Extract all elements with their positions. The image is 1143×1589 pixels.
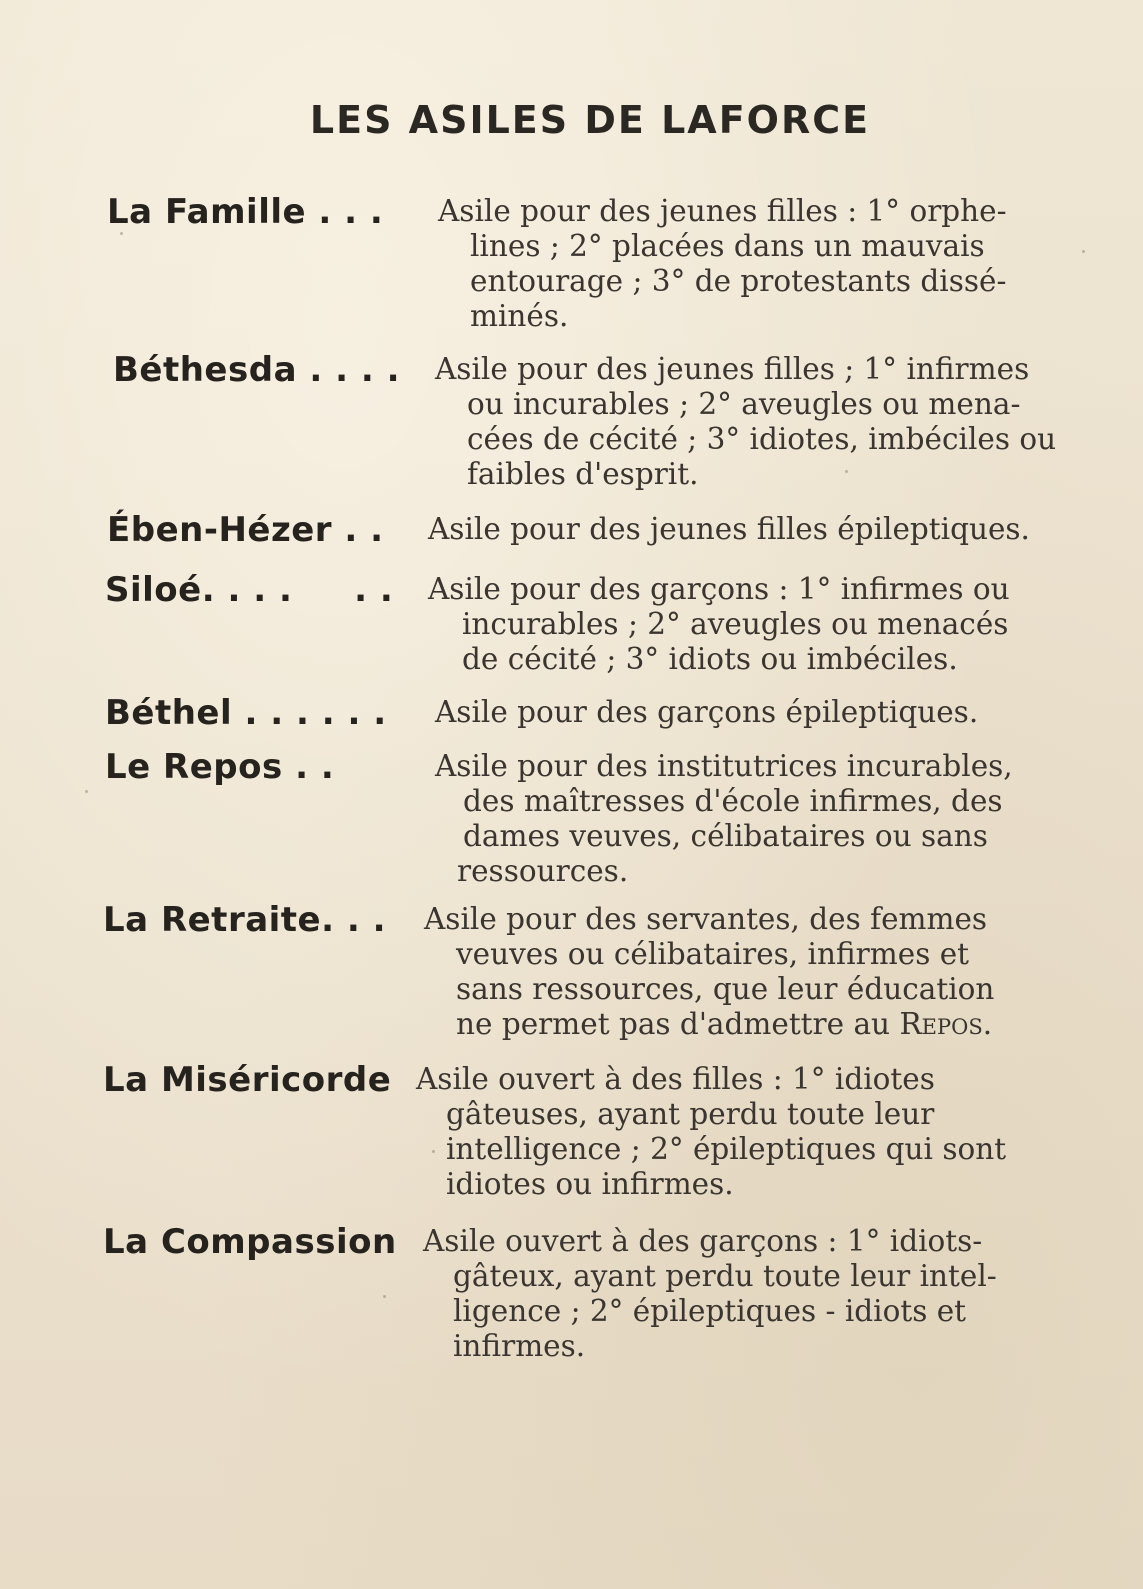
description-line: Asile pour des jeunes filles épileptiques. [428,512,1030,546]
description-line: gâteuses, ayant perdu toute leur [446,1097,935,1131]
page-title: LES ASILES DE LAFORCE [309,98,871,142]
entry-description [435,352,1080,492]
entry-description [416,1062,1076,1202]
entry-name: La Famille . . . [107,192,384,232]
entry-description [428,572,1078,677]
description-line-text: ne permet pas d'admettre au [456,1007,891,1041]
entry-description [438,194,1078,334]
entry-name: La Compassion [103,1222,397,1262]
description-line: lines ; 2° placées dans un mauvais [470,229,985,263]
description-line: minés. [470,299,569,333]
paper-speck [85,790,88,793]
entry-name: Ében-Hézer . . [107,510,384,550]
description-line: veuves ou célibataires, infirmes et [456,937,970,971]
description-line: dames veuves, célibataires ou sans [463,819,988,853]
description-line: ressources. [457,854,629,888]
description-line: Asile pour des institutrices incurables, [435,749,1013,783]
entry-name: Béthel . . . . . . [105,693,387,733]
description-line: faibles d'esprit. [467,457,699,491]
entry-description [435,695,1075,730]
description-line [424,1007,1074,1042]
description-line: Asile pour des jeunes filles : 1° orphe- [438,194,1007,228]
description-line: Asile pour des garçons : 1° infirmes ou [428,572,1010,606]
description-line: des maîtresses d'école infirmes, des [463,784,1003,818]
entry-name: Siloé. . . . . . [105,570,394,610]
description-line: sans ressources, que leur éducation [456,972,995,1006]
description-line: de cécité ; 3° idiots ou imbéciles. [462,642,958,676]
paper-speck [120,232,123,235]
paper-speck [845,470,848,473]
description-line: entourage ; 3° de protestants dissé- [470,264,1007,298]
entry-name: La Miséricorde [103,1060,392,1100]
entry-name: La Retraite. . . [103,900,387,940]
description-line: ou incurables ; 2° aveugles ou mena- [467,387,1021,421]
entry-name: Béthesda . . . . [113,350,401,390]
description-line: Asile pour des garçons épileptiques. [435,695,979,729]
repos-smallcaps: Repos. [899,1007,993,1041]
description-line: ligence ; 2° épileptiques - idiots et [453,1294,967,1328]
description-line: Asile pour des jeunes filles ; 1° infirmes [435,352,1030,386]
entry-name: Le Repos . . [105,747,335,787]
description-line: infirmes. [453,1329,586,1363]
description-line: idiotes ou infirmes. [446,1167,734,1201]
description-line: incurables ; 2° aveugles ou menacés [462,607,1009,641]
entry-description [423,1224,1083,1364]
paper-speck [383,1295,386,1298]
entry-description [428,512,1078,547]
entry-description [435,749,1080,889]
description-line: gâteux, ayant perdu toute leur intel- [453,1259,997,1293]
description-line: Asile ouvert à des filles : 1° idiotes [416,1062,935,1096]
description-line: cées de cécité ; 3° idiotes, imbéciles ou [467,422,1057,456]
paper-speck [1082,250,1085,253]
entry-description [424,902,1074,1042]
description-line: Asile pour des servantes, des femmes [424,902,988,936]
paper-speck [432,1150,435,1153]
description-line: intelligence ; 2° épileptiques qui sont [446,1132,1007,1166]
description-line: Asile ouvert à des garçons : 1° idiots- [423,1224,983,1258]
